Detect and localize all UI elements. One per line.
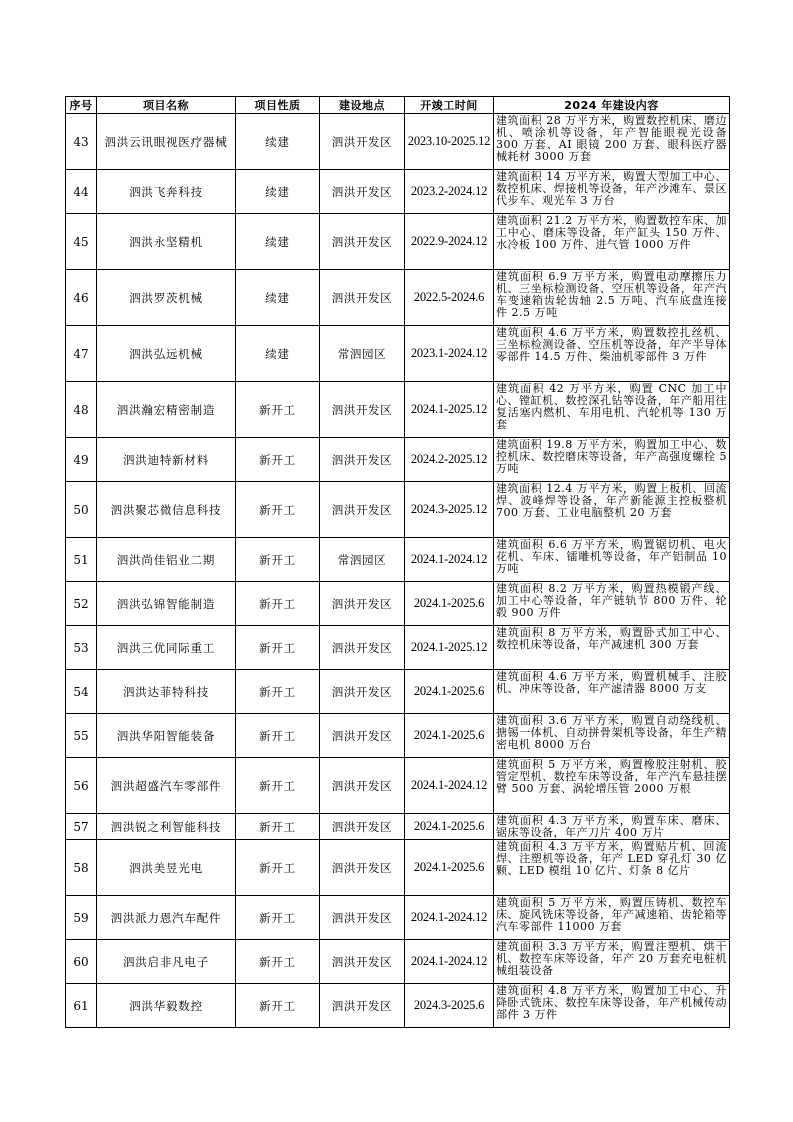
cell-index: 48 xyxy=(66,382,97,438)
cell-nature: 续建 xyxy=(236,114,320,170)
table-row xyxy=(66,626,730,670)
table-row xyxy=(66,270,730,326)
cell-index: 46 xyxy=(66,270,97,326)
header-period: 开竣工时间 xyxy=(405,97,494,114)
cell-name: 泗洪永坚精机 xyxy=(97,214,236,270)
table-row xyxy=(66,940,730,984)
cell-name: 泗洪飞奔科技 xyxy=(97,170,236,214)
cell-location: 泗洪开发区 xyxy=(320,114,405,170)
cell-name: 泗洪瀚宏精密制造 xyxy=(97,382,236,438)
cell-content: 建筑面积 19.8 万平方米，购置加工中心、数控机床、数控磨床等设备，年产高强度螺栓 5 万吨 xyxy=(494,438,730,482)
cell-index: 52 xyxy=(66,582,97,626)
cell-nature: 新开工 xyxy=(236,538,320,582)
cell-name: 泗洪三优同际重工 xyxy=(97,626,236,670)
cell-location: 泗洪开发区 xyxy=(320,170,405,214)
cell-nature: 新开工 xyxy=(236,438,320,482)
cell-location: 泗洪开发区 xyxy=(320,214,405,270)
cell-content: 建筑面积 42 万平方米，购置 CNC 加工中心、镗缸机、数控深孔钻等设备，年产船用往复活塞内燃机、车用电机、汽轮机等 130 万套 xyxy=(494,382,730,438)
cell-content: 建筑面积 4.3 万平方米，购置贴片机、回流焊、注塑机等设备，年产 LED 穿孔灯 30 亿颗、LED 模组 10 亿片、灯条 8 亿片 xyxy=(494,840,730,896)
cell-nature: 新开工 xyxy=(236,382,320,438)
cell-period: 2024.1-2025.12 xyxy=(405,626,494,670)
cell-content: 建筑面积 3.6 万平方米，购置自动绕线机、搪锡一体机、自动拼骨架机等设备，年生产精密电机 8000 万台 xyxy=(494,714,730,758)
cell-index: 60 xyxy=(66,940,97,984)
header-nature: 项目性质 xyxy=(236,97,320,114)
cell-nature: 续建 xyxy=(236,214,320,270)
cell-period: 2024.1-2025.6 xyxy=(405,714,494,758)
header-content: 2024 年建设内容 xyxy=(494,97,730,114)
cell-nature: 新开工 xyxy=(236,984,320,1028)
table-row xyxy=(66,896,730,940)
table-row xyxy=(66,214,730,270)
table-row xyxy=(66,382,730,438)
header-name: 项目名称 xyxy=(97,97,236,114)
cell-period: 2022.9-2024.12 xyxy=(405,214,494,270)
cell-index: 44 xyxy=(66,170,97,214)
cell-name: 泗洪华阳智能装备 xyxy=(97,714,236,758)
cell-content: 建筑面积 5 万平方米，购置橡胶注射机、胶管定型机、数控车床等设备，年产汽车悬挂摆臂 500 万套、涡轮增压管 2000 万根 xyxy=(494,758,730,814)
cell-index: 57 xyxy=(66,814,97,840)
cell-index: 54 xyxy=(66,670,97,714)
cell-nature: 新开工 xyxy=(236,840,320,896)
cell-name: 泗洪美昱光电 xyxy=(97,840,236,896)
cell-period: 2024.1-2024.12 xyxy=(405,896,494,940)
cell-name: 泗洪华毅数控 xyxy=(97,984,236,1028)
cell-nature: 新开工 xyxy=(236,814,320,840)
cell-period: 2024.1-2025.6 xyxy=(405,814,494,840)
cell-location: 泗洪开发区 xyxy=(320,482,405,538)
cell-content: 建筑面积 12.4 万平方米，购置上板机、回流焊、波峰焊等设备，年产新能源主控板整机 700 万套、工业电脑整机 20 万套 xyxy=(494,482,730,538)
cell-content: 建筑面积 4.6 万平方米，购置数控扎丝机、三坐标检测设备、空压机等设备，年产半导体零部件 14.5 万件、柴油机零部件 3 万件 xyxy=(494,326,730,382)
header-index: 序号 xyxy=(66,97,97,114)
cell-name: 泗洪达菲特科技 xyxy=(97,670,236,714)
cell-period: 2024.2-2025.12 xyxy=(405,438,494,482)
cell-name: 泗洪派力恩汽车配件 xyxy=(97,896,236,940)
cell-period: 2024.1-2025.6 xyxy=(405,582,494,626)
cell-period: 2023.10-2025.12 xyxy=(405,114,494,170)
header-location: 建设地点 xyxy=(320,97,405,114)
cell-index: 43 xyxy=(66,114,97,170)
cell-location: 泗洪开发区 xyxy=(320,840,405,896)
cell-period: 2024.1-2025.12 xyxy=(405,382,494,438)
cell-content: 建筑面积 14 万平方米，购置大型加工中心、数控机床、焊接机等设备，年产沙滩车、景区代步车、观光车 3 万台 xyxy=(494,170,730,214)
cell-nature: 新开工 xyxy=(236,582,320,626)
cell-content: 建筑面积 4.6 万平方米，购置机械手、注胶机、冲床等设备，年产滤清器 8000 万支 xyxy=(494,670,730,714)
table-row xyxy=(66,582,730,626)
cell-location: 泗洪开发区 xyxy=(320,438,405,482)
cell-period: 2024.3-2025.12 xyxy=(405,482,494,538)
cell-content: 建筑面积 3.3 万平方米，购置注塑机、烘干机、数控车床等设备，年产 20 万套充电桩机械组装设备 xyxy=(494,940,730,984)
cell-nature: 新开工 xyxy=(236,714,320,758)
cell-location: 泗洪开发区 xyxy=(320,714,405,758)
cell-name: 泗洪锐之利智能科技 xyxy=(97,814,236,840)
table-row xyxy=(66,482,730,538)
table-body xyxy=(66,114,730,1028)
cell-index: 56 xyxy=(66,758,97,814)
cell-period: 2024.1-2024.12 xyxy=(405,940,494,984)
cell-nature: 新开工 xyxy=(236,626,320,670)
cell-index: 61 xyxy=(66,984,97,1028)
cell-index: 47 xyxy=(66,326,97,382)
cell-nature: 续建 xyxy=(236,326,320,382)
cell-period: 2024.3-2025.6 xyxy=(405,984,494,1028)
cell-location: 泗洪开发区 xyxy=(320,382,405,438)
table-row xyxy=(66,840,730,896)
cell-period: 2023.2-2024.12 xyxy=(405,170,494,214)
table-row xyxy=(66,670,730,714)
cell-nature: 新开工 xyxy=(236,670,320,714)
cell-content: 建筑面积 6.6 万平方米，购置锯切机、电火花机、车床、镭雕机等设备，年产铝制品 10 万吨 xyxy=(494,538,730,582)
cell-period: 2024.1-2024.12 xyxy=(405,538,494,582)
cell-index: 51 xyxy=(66,538,97,582)
cell-nature: 新开工 xyxy=(236,896,320,940)
cell-location: 泗洪开发区 xyxy=(320,582,405,626)
cell-index: 45 xyxy=(66,214,97,270)
cell-period: 2022.5-2024.6 xyxy=(405,270,494,326)
cell-index: 49 xyxy=(66,438,97,482)
cell-index: 58 xyxy=(66,840,97,896)
cell-location: 泗洪开发区 xyxy=(320,940,405,984)
cell-nature: 新开工 xyxy=(236,940,320,984)
cell-name: 泗洪超盛汽车零部件 xyxy=(97,758,236,814)
cell-content: 建筑面积 4.8 万平方米，购置加工中心、升降卧式铣床、数控车床等设备，年产机械传动部件 3 万件 xyxy=(494,984,730,1028)
cell-location: 常泗园区 xyxy=(320,538,405,582)
cell-period: 2024.1-2025.6 xyxy=(405,670,494,714)
cell-location: 泗洪开发区 xyxy=(320,270,405,326)
table-row xyxy=(66,714,730,758)
cell-content: 建筑面积 6.9 万平方米，购置电动摩擦压力机、三坐标检测设备、空压机等设备，年产汽车变速箱齿轮齿轴 2.5 万吨、汽车底盘连接件 2.5 万吨 xyxy=(494,270,730,326)
cell-index: 59 xyxy=(66,896,97,940)
cell-content: 建筑面积 28 万平方米，购置数控机床、磨边机、喷涂机等设备，年产智能眼视光设备 300 万套、AI 眼镜 200 万套、眼科医疗器械耗材 3000 万套 xyxy=(494,114,730,170)
table-row xyxy=(66,984,730,1028)
cell-content: 建筑面积 21.2 万平方米，购置数控车床、加工中心、磨床等设备，年产缸头 150 万件、水冷板 100 万件、进气管 1000 万件 xyxy=(494,214,730,270)
cell-content: 建筑面积 8 万平方米，购置卧式加工中心、数控机床等设备，年产减速机 300 万套 xyxy=(494,626,730,670)
cell-location: 泗洪开发区 xyxy=(320,758,405,814)
cell-location: 泗洪开发区 xyxy=(320,984,405,1028)
cell-period: 2024.1-2024.12 xyxy=(405,758,494,814)
table-row xyxy=(66,438,730,482)
cell-content: 建筑面积 8.2 万平方米，购置热模锻产线、加工中心等设备，年产链轨节 800 万件、轮毂 900 万件 xyxy=(494,582,730,626)
cell-nature: 新开工 xyxy=(236,482,320,538)
cell-name: 泗洪启非凡电子 xyxy=(97,940,236,984)
cell-nature: 续建 xyxy=(236,170,320,214)
cell-name: 泗洪尚佳铝业二期 xyxy=(97,538,236,582)
table-row xyxy=(66,814,730,840)
table-row xyxy=(66,758,730,814)
table-row xyxy=(66,538,730,582)
cell-nature: 续建 xyxy=(236,270,320,326)
cell-location: 泗洪开发区 xyxy=(320,670,405,714)
cell-index: 50 xyxy=(66,482,97,538)
cell-location: 泗洪开发区 xyxy=(320,626,405,670)
cell-location: 泗洪开发区 xyxy=(320,814,405,840)
table-row xyxy=(66,170,730,214)
cell-name: 泗洪罗茨机械 xyxy=(97,270,236,326)
cell-content: 建筑面积 5 万平方米，购置压铸机、数控车床、旋风铣床等设备，年产减速箱、齿轮箱等汽车零部件 11000 万套 xyxy=(494,896,730,940)
table-row xyxy=(66,326,730,382)
cell-location: 泗洪开发区 xyxy=(320,896,405,940)
cell-nature: 新开工 xyxy=(236,758,320,814)
header-row xyxy=(66,97,730,114)
cell-location: 常泗园区 xyxy=(320,326,405,382)
cell-name: 泗洪弘远机械 xyxy=(97,326,236,382)
cell-content: 建筑面积 4.3 万平方米，购置车床、磨床、锯床等设备，年产刀片 400 万片 xyxy=(494,814,730,840)
cell-name: 泗洪迪特新材料 xyxy=(97,438,236,482)
table-row xyxy=(66,114,730,170)
cell-period: 2023.1-2024.12 xyxy=(405,326,494,382)
project-table xyxy=(65,96,730,1028)
cell-index: 55 xyxy=(66,714,97,758)
cell-name: 泗洪云讯眼视医疗器械 xyxy=(97,114,236,170)
cell-index: 53 xyxy=(66,626,97,670)
cell-name: 泗洪弘锦智能制造 xyxy=(97,582,236,626)
cell-name: 泗洪聚芯微信息科技 xyxy=(97,482,236,538)
cell-period: 2024.1-2025.6 xyxy=(405,840,494,896)
